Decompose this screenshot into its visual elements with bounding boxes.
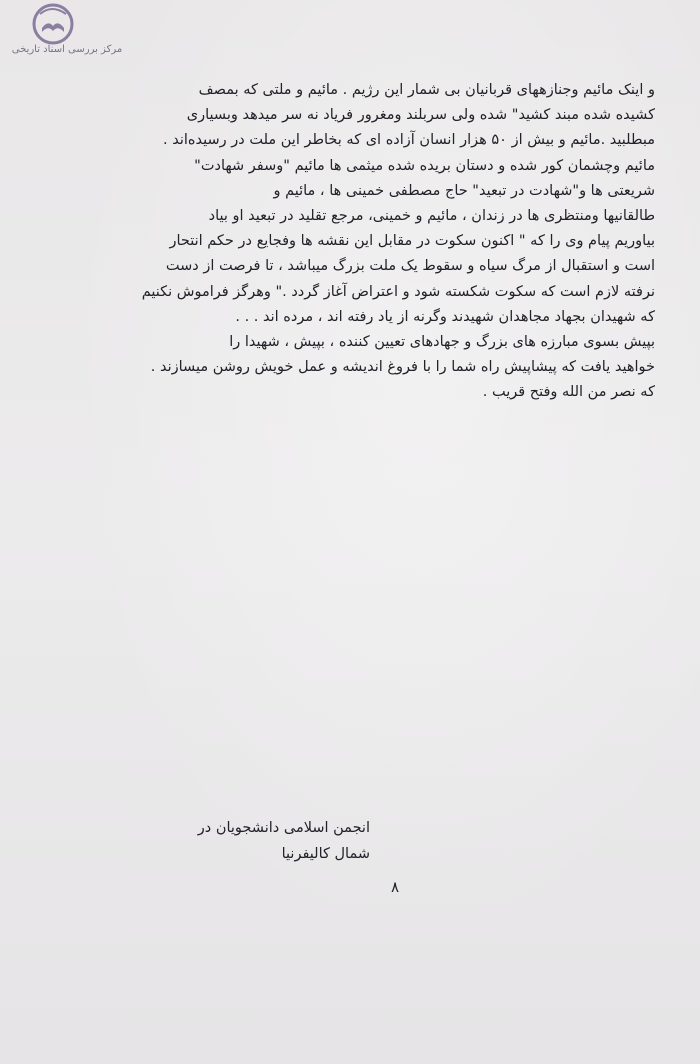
page-number: ۸: [390, 878, 400, 896]
body-line: مبطلبید .مائیم و بیش از ۵۰ هزار انسان آزاده ای که بخاطر این ملت در رسیده‌اند .: [163, 132, 655, 149]
signature-line-2: شمال کالیفرنیا: [281, 846, 370, 862]
body-line: بیاوریم پیام وی را که " اکنون سکوت در مقابل این نقشه ها وفجایع در حکم انتحار: [169, 233, 655, 250]
signature-block: [110, 815, 370, 867]
body-line: که شهیدان بجهاد مجاهدان شهیدند وگرنه از یاد رفته اند ، مرده اند . . .: [235, 308, 655, 325]
watermark: [2, 2, 122, 62]
body-line: بپیش بسوی مبارزه های بزرگ و جهادهای تعیین کننده ، بپیش ، شهیدا را: [229, 334, 655, 351]
body-line: کشیده شده مبند کشید" شده ولی سربلند ومغرور فریاد نه سر میدهد وبسیاری: [186, 107, 655, 124]
body-line: مائیم وچشمان کور شده و دستان بریده شده میثمی ها مائیم "وسفر شهادت": [194, 157, 655, 174]
book-circle-icon: [30, 2, 76, 46]
body-line: شریعتی ها و"شهادت در تبعید" حاج مصطفی خمینی ها ، مائیم و: [273, 182, 655, 199]
body-line: و اینک مائیم وجنازههای قربانیان بی شمار این رژیم . مائیم و ملتی که بمصف: [198, 82, 655, 98]
body-line: خواهید یافت که پیشاپیش راه شما را با فروغ اندیشه و عمل خویش روشن میسازند .: [150, 359, 655, 376]
signature-line-1: انجمن اسلامی دانشجویان در: [197, 820, 370, 836]
body-line: که نصر من الله وفتح قریب .: [482, 384, 655, 401]
body-line: طالقانیها ومنتظری ها در زندان ، مائیم و خمینی، مرجع تقلید در تبعید او بیاد: [208, 208, 655, 225]
body-line: است و استقبال از مرگ سیاه و سقوط یک ملت بزرگ میباشد ، تا فرصت از دست: [165, 258, 655, 275]
letter-body: [55, 78, 655, 406]
watermark-text: مرکز بررسی اسناد تاریخی: [11, 44, 123, 55]
body-line: نرفته لازم است که سکوت شکسته شود و اعتراض آغاز گردد ." وهرگز فراموش نکنیم: [141, 283, 655, 300]
